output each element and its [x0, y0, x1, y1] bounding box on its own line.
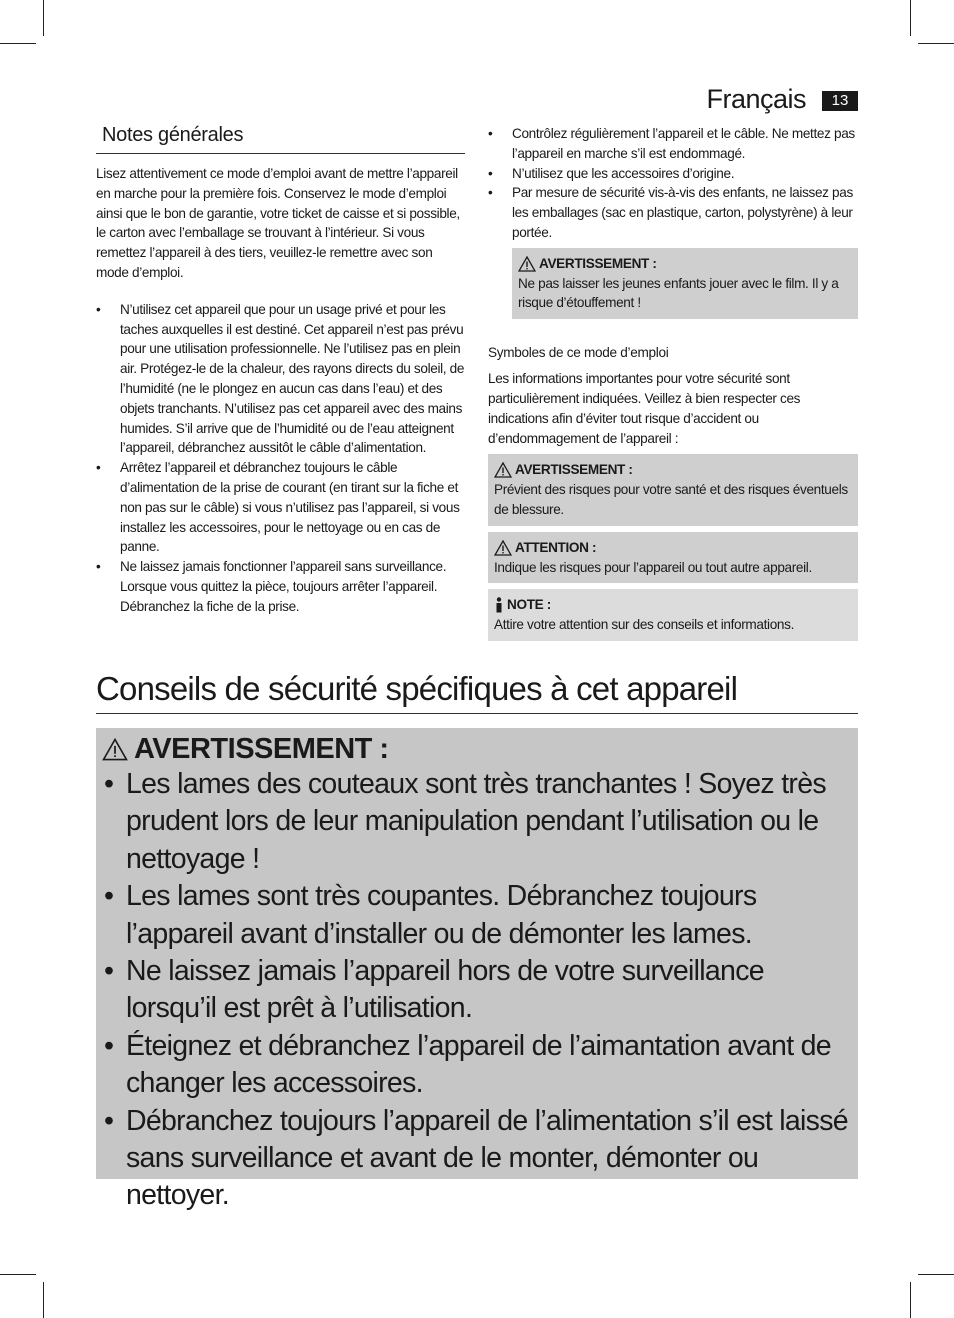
crop-mark — [0, 43, 36, 44]
symbol-box-attention — [488, 532, 858, 584]
symbol-box-note — [488, 589, 858, 641]
crop-mark — [910, 0, 911, 36]
safety-warning-label: AVERTISSEMENT : — [134, 733, 389, 765]
symbols-intro: Les informations importantes pour votre sécurité sont particulièrement indiquées. Veillez à bien respecter ces indications afin d’éviter tout risque d’accident ou d’endommagement de l’appareil : — [488, 371, 801, 446]
warning-triangle-icon — [102, 738, 128, 761]
symbol-text: Indique les risques pour l’appareil ou tout autre appareil. — [494, 559, 812, 575]
safety-list — [102, 766, 854, 1215]
right-column — [488, 124, 858, 641]
symbol-box-warning — [488, 454, 858, 525]
symbol-label: NOTE : — [507, 597, 551, 613]
info-icon — [494, 597, 504, 613]
warning-label: AVERTISSEMENT : — [539, 255, 657, 271]
safety-warning-box — [96, 728, 858, 1212]
symbols-title: Symboles de ce mode d’emploi — [488, 345, 669, 361]
list-item: • Éteignez et débranchez l’appareil de l’aimantation avant de changer les accessoires. — [102, 1028, 854, 1103]
list-item: • Contrôlez régulièrement l’appareil et le câble. Ne mettez pas l’appareil en marche s’il est endommagé. — [488, 124, 858, 164]
crop-mark — [910, 1282, 911, 1318]
language-label: Français — [706, 84, 806, 114]
warning-text: Ne pas laisser les jeunes enfants jouer avec le film. Il y a risque d’étouffement ! — [518, 275, 839, 311]
symbol-text: Attire votre attention sur des conseils et informations. — [494, 617, 795, 633]
right-bullet-list — [488, 124, 858, 243]
list-item: • Par mesure de sécurité vis-à-vis des enfants, ne laissez pas les emballages (sac en plastique, carton, polystyrène) à leur portée. — [488, 183, 858, 242]
list-item: • Les lames sont très coupantes. Débranchez toujours l’appareil avant d’installer ou de démonter les lames. — [102, 878, 854, 953]
list-item: • Débranchez toujours l’appareil de l’alimentation s’il est laissé sans surveillance et avant de le monter, démonter ou nettoyer. — [102, 1103, 854, 1215]
child-warning-box — [512, 248, 858, 319]
symbol-text: Prévient des risques pour votre santé et des risques éventuels de blessure. — [494, 482, 848, 517]
intro-paragraph: Lisez attentivement ce mode d’emploi avant de mettre l’appareil en marche pour la première fois. Conservez le mode d’emploi ainsi que le bon de garantie, votre ticket de caisse et si possible, le carton avec l’emballage se trouvant à l’intérieur. Si vous remettez l’appareil à des tiers, veuillez-le remettre avec son mode d’emploi. — [96, 166, 460, 280]
warning-triangle-icon — [494, 462, 512, 478]
list-item: • Arrêtez l’appareil et débranchez toujours le câble d’alimentation de la prise de courant (en tirant sur la fiche et non pas sur le câble) si vous n’utilisez pas l’appareil, si vous installez les accessoires, pour le nettoyage ou en cas de panne. — [96, 458, 465, 557]
crop-mark — [43, 0, 44, 36]
warning-triangle-icon — [494, 540, 512, 556]
safety-title: Conseils de sécurité spécifiques à cet appareil — [96, 670, 858, 714]
list-item: • Ne laissez jamais fonctionner l’appareil sans surveillance. Lorsque vous quittez la pièce, toujours arrêter l’appareil. Débranchez la fiche de la prise. — [96, 557, 465, 616]
symbol-label: AVERTISSEMENT : — [515, 462, 633, 478]
crop-mark — [918, 1274, 954, 1275]
general-notes-list — [96, 300, 465, 617]
list-item: • Ne laissez jamais l’appareil hors de votre surveillance lorsqu’il est prêt à l’utilisation. — [102, 953, 854, 1028]
list-item: • N’utilisez que les accessoires d’origine. — [488, 164, 858, 184]
general-notes-section — [96, 120, 465, 617]
crop-mark — [918, 43, 954, 44]
crop-mark — [0, 1274, 36, 1275]
list-item: • N’utilisez cet appareil que pour un usage privé et pour les taches auxquelles il est destiné. Cet appareil n’est pas prévu pour une utilisation professionnelle. Ne l’utilisez pas en plein air. Protégez-le de la chaleur, des rayons directs du soleil, de l’humidité (ne le plongez en aucun cas dans l’eau) et des objets tranchants. N’utilisez pas cet appareil avec des mains humides. S’il arrive que de l’humidité ou de l’eau atteignent l’appareil, débranchez aussitôt le câble d’alimentation. — [96, 300, 465, 458]
symbol-label: ATTENTION : — [515, 539, 597, 555]
section-title: Notes générales — [96, 120, 465, 154]
crop-mark — [43, 1282, 44, 1318]
warning-triangle-icon — [518, 256, 536, 272]
page-number: 13 — [822, 91, 858, 111]
list-item: • Les lames des couteaux sont très tranchantes ! Soyez très prudent lors de leur manipulation pendant l’utilisation ou le nettoyage ! — [102, 766, 854, 878]
